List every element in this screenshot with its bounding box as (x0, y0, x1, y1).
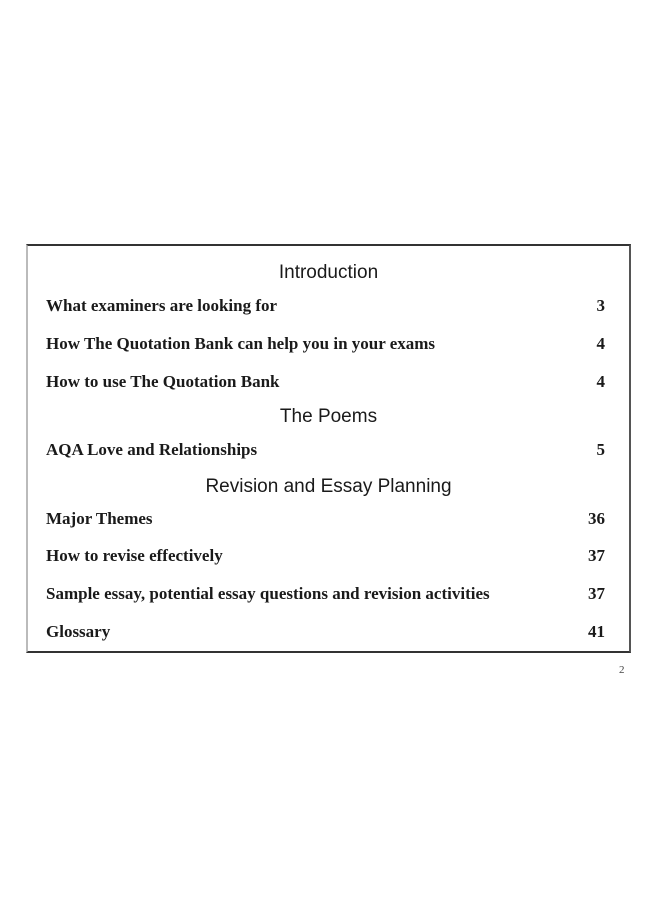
toc-entry-label: Major Themes (46, 509, 153, 528)
table-of-contents (26, 244, 631, 653)
toc-entry-label: AQA Love and Relationships (46, 440, 258, 459)
toc-entry-aqa-love-and-relationships[interactable] (46, 441, 605, 458)
toc-entry-page: 5 (596, 440, 605, 459)
section-heading-introduction: Introduction (278, 262, 379, 283)
toc-entry-label: How to use The Quotation Bank (46, 372, 280, 391)
toc-entry-page: 36 (588, 509, 605, 528)
toc-entry-label: What examiners are looking for (46, 296, 278, 315)
toc-entry-label: How The Quotation Bank can help you in your exams (46, 334, 436, 353)
toc-entry-major-themes[interactable] (46, 510, 605, 527)
toc-entry-page: 37 (588, 546, 605, 565)
toc-entry-how-quotation-bank-helps[interactable] (46, 335, 605, 352)
toc-entry-page: 41 (588, 622, 605, 641)
toc-entry-page: 4 (596, 334, 605, 353)
toc-entry-label: Glossary (46, 622, 111, 641)
toc-entry-label: How to revise effectively (46, 546, 223, 565)
section-heading-the-poems: The Poems (279, 406, 378, 427)
toc-entry-page: 37 (588, 584, 605, 603)
toc-entry-page: 3 (596, 296, 605, 315)
toc-entry-glossary[interactable] (46, 623, 605, 640)
toc-entry-page: 4 (596, 372, 605, 391)
toc-entry-what-examiners-look-for[interactable] (46, 297, 605, 314)
section-heading-revision-and-essay-planning: Revision and Essay Planning (205, 476, 452, 497)
toc-entry-label: Sample essay, potential essay questions and revision activities (46, 584, 490, 603)
toc-entry-how-to-revise-effectively[interactable] (46, 547, 605, 564)
toc-entry-how-to-use-quotation-bank[interactable] (46, 373, 605, 390)
toc-entry-sample-essay-questions-activities[interactable] (46, 585, 605, 602)
page-number: 2 (619, 664, 625, 676)
